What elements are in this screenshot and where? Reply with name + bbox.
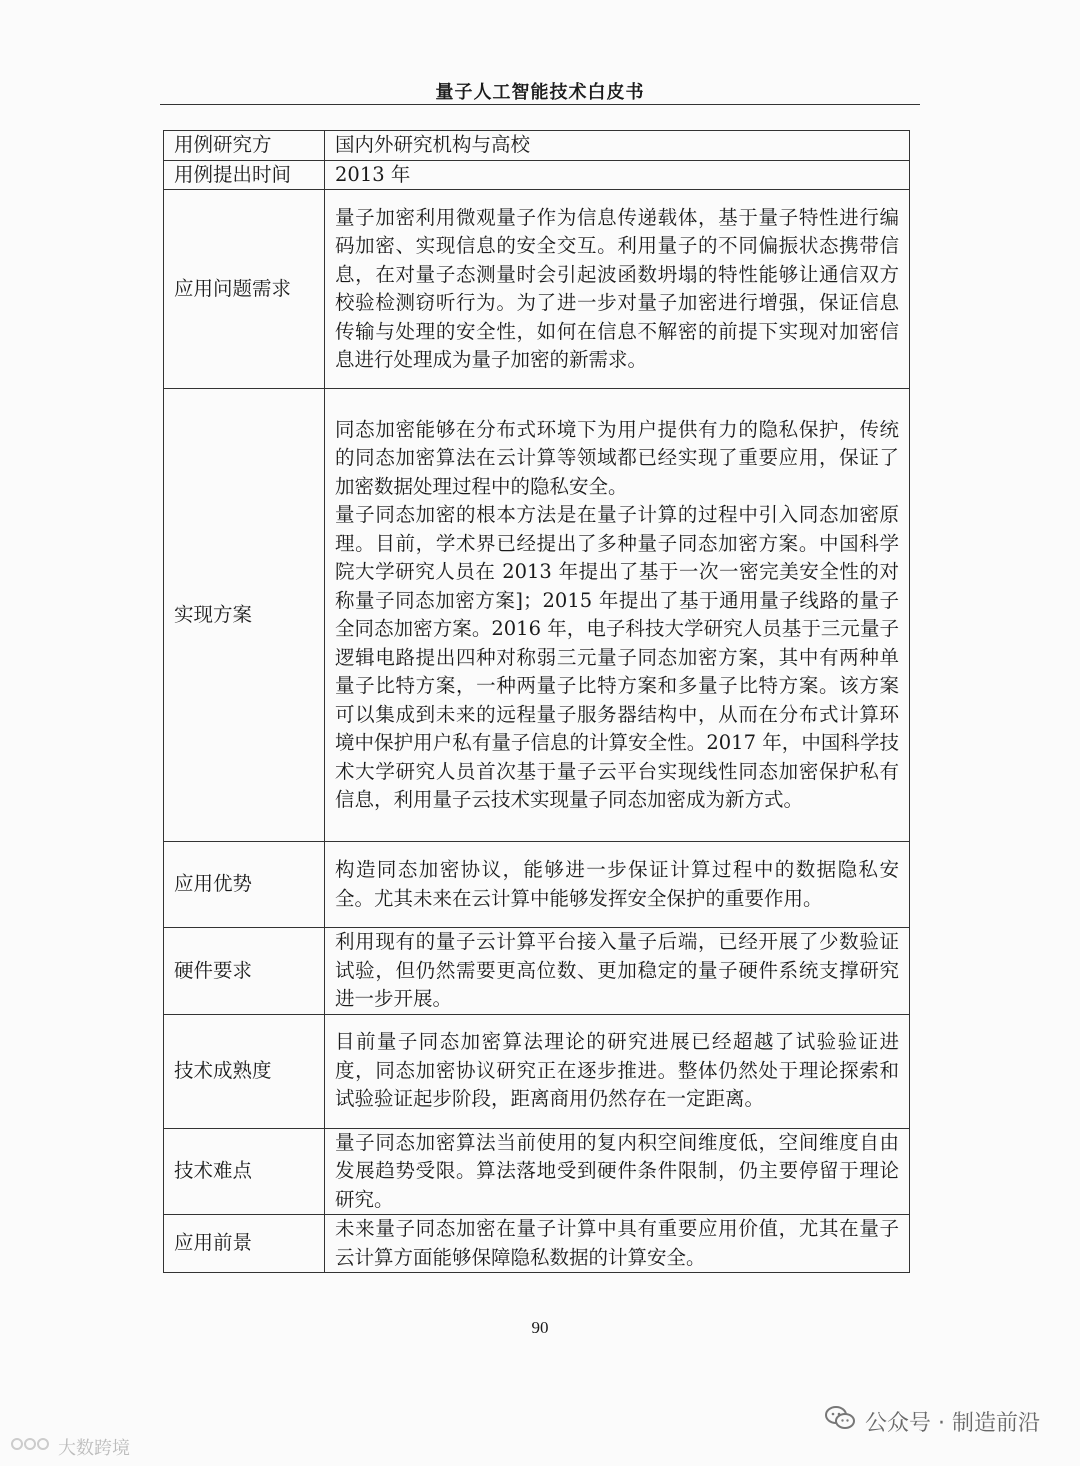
row-paragraph: 构造同态加密协议，能够进一步保证计算过程中的数据隐私安全。尤其未来在云计算中能够发挥安全保护的重要作用。 bbox=[335, 858, 899, 910]
row-prospect bbox=[164, 1215, 910, 1273]
row-label: 技术难点 bbox=[164, 1128, 325, 1215]
row-value bbox=[325, 1128, 910, 1215]
row-difficulty bbox=[164, 1128, 910, 1215]
row-paragraph: 同态加密能够在分布式环境下为用户提供有力的隐私保护，传统的同态加密算法在云计算等领域都已经实现了重要应用，保证了加密数据处理过程中的隐私安全。 bbox=[335, 417, 899, 498]
brand-logo-icon bbox=[10, 1433, 54, 1460]
row-researcher bbox=[164, 131, 910, 161]
row-value bbox=[325, 389, 910, 842]
page-number: 90 bbox=[531, 1318, 549, 1337]
brand-watermark-text: 大数跨境 bbox=[58, 1437, 130, 1459]
row-paragraph: 未来量子同态加密在量子计算中具有重要应用价值，尤其在量子云计算方面能够保障隐私数据的计算安全。 bbox=[335, 1217, 899, 1269]
row-value bbox=[325, 928, 910, 1015]
row-proposed-time bbox=[164, 160, 910, 190]
row-value bbox=[325, 131, 910, 161]
row-advantage bbox=[164, 842, 910, 928]
row-paragraph: 量子加密利用微观量子作为信息传递载体，基于量子特性进行编码加密、实现信息的安全交互。利用量子的不同偏振状态携带信息，在对量子态测量时会引起波函数坍塌的特性能够让通信双方校验检测窃听行为。为了进一步对量子加密进行增强，保证信息传输与处理的安全性，如何在信息不解密的前提下实现对加密信息进行处理成为量子加密的新需求。 bbox=[335, 205, 899, 371]
use-case-table bbox=[163, 130, 910, 1273]
wechat-watermark-text: 公众号 · 制造前沿 bbox=[865, 1410, 1040, 1436]
row-label: 技术成熟度 bbox=[164, 1014, 325, 1128]
row-paragraph: 目前量子同态加密算法理论的研究进展已经超越了试验验证进度，同态加密协议研究正在逐步推进。整体仍然处于理论探索和试验验证起步阶段，距离商用仍然存在一定距离。 bbox=[335, 1030, 899, 1111]
row-label: 应用前景 bbox=[164, 1215, 325, 1273]
use-case-table-body bbox=[164, 131, 910, 1273]
row-value bbox=[325, 1014, 910, 1128]
row-label: 应用问题需求 bbox=[164, 190, 325, 389]
row-maturity bbox=[164, 1014, 910, 1128]
row-label: 实现方案 bbox=[164, 389, 325, 842]
row-paragraph: 量子同态加密算法当前使用的复内积空间维度低，空间维度自由发展趋势受限。算法落地受到硬件条件限制，仍主要停留于理论研究。 bbox=[335, 1130, 899, 1211]
brand-watermark bbox=[10, 1433, 130, 1460]
wechat-icon bbox=[825, 1405, 855, 1437]
row-implementation bbox=[164, 389, 910, 842]
row-label: 应用优势 bbox=[164, 842, 325, 928]
row-label: 用例提出时间 bbox=[164, 160, 325, 190]
row-value bbox=[325, 842, 910, 928]
row-label: 硬件要求 bbox=[164, 928, 325, 1015]
row-value bbox=[325, 1215, 910, 1273]
row-paragraph: 量子同态加密的根本方法是在量子计算的过程中引入同态加密原理。目前，学术界已经提出了多种量子同态加密方案。中国科学院大学研究人员在 2013 年提出了基于一次一密完美安全性的对称量子同态加密方案]；2015 年提出了基于通用量子线路的量子全同态加密方案。2016 年，电子科技大学研究人员基于三元量子逻辑电路提出四种对称弱三元量子同态加密方案，其中有两种单量子比特方案，一种两量子比特方案和多量子比特方案。该方案可以集成到未来的远程量子服务器结构中，从而在分布式计算环境中保护用户私有量子信息的计算安全性。2017 年，中国科学技术大学研究人员首次基于量子云平台实现线性同态加密保护私有信息，利用量子云技术实现量子同态加密成为新方式。 bbox=[335, 503, 899, 811]
wechat-watermark bbox=[825, 1405, 1040, 1437]
row-value bbox=[325, 160, 910, 190]
header-rule bbox=[160, 104, 920, 105]
row-paragraph: 2013 年 bbox=[335, 162, 411, 186]
row-application-need bbox=[164, 190, 910, 389]
row-value bbox=[325, 190, 910, 389]
row-hardware bbox=[164, 928, 910, 1015]
row-label: 用例研究方 bbox=[164, 131, 325, 161]
row-paragraph: 国内外研究机构与高校 bbox=[335, 133, 531, 156]
page-header-title: 量子人工智能技术白皮书 bbox=[435, 82, 645, 103]
row-paragraph: 利用现有的量子云计算平台接入量子后端，已经开展了少数验证试验，但仍然需要更高位数、更加稳定的量子硬件系统支撑研究进一步开展。 bbox=[335, 930, 899, 1010]
